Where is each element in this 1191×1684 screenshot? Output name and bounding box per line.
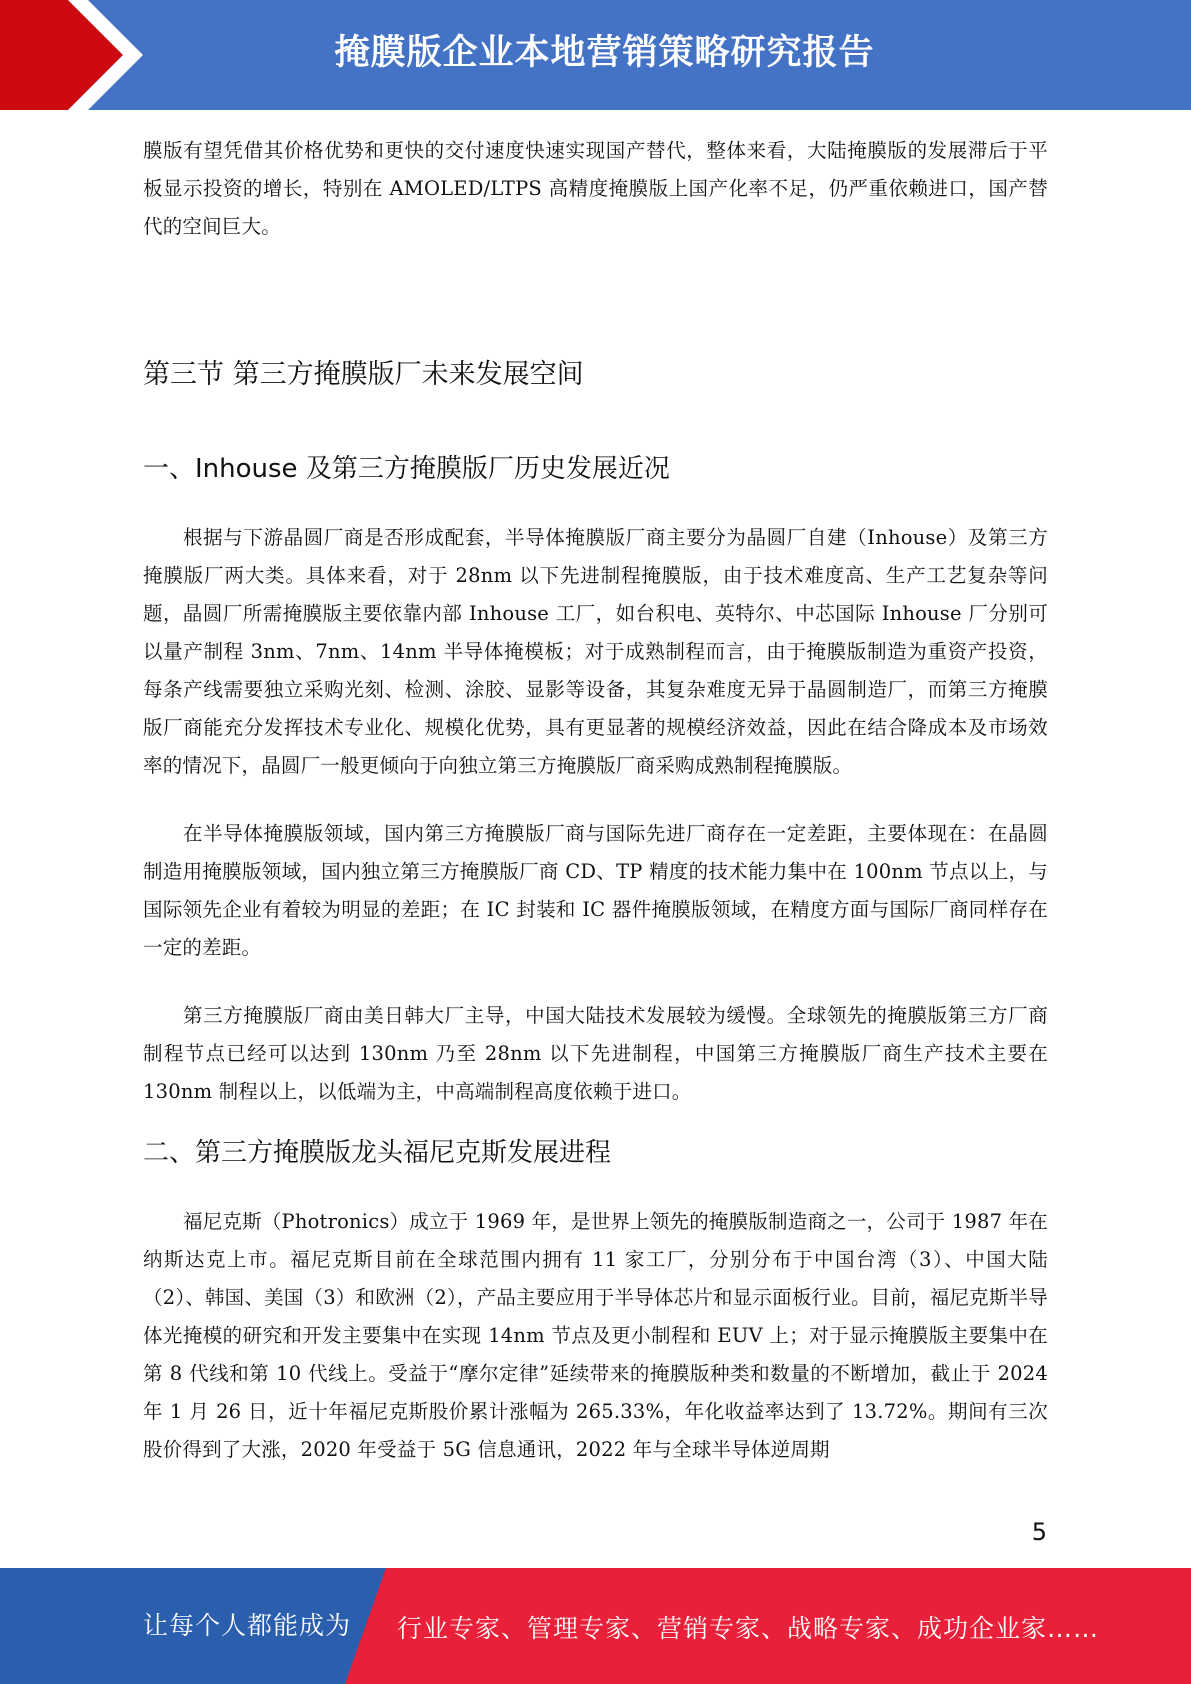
header-banner bbox=[0, 0, 1191, 110]
section-title: 第三节 第三方掩膜版厂未来发展空间 bbox=[143, 359, 584, 390]
intro-paragraph: 膜版有望凭借其价格优势和更快的交付速度快速实现国产替代，整体来看，大陆掩膜版的发展滞后于平板显示投资的增长，特别在 AMOLED/LTPS 高精度掩膜版上国产化率不足，仍严重依赖进口，国产替代的空间巨大。 bbox=[143, 139, 1048, 238]
subsection-title-1: 一、Inhouse 及第三方掩膜版厂历史发展近况 bbox=[143, 454, 670, 484]
document-body bbox=[143, 132, 1048, 1469]
footer-slogan-right: 行业专家、管理专家、营销专家、战略专家、成功企业家…… bbox=[397, 1614, 1100, 1643]
footer-slogan-left: 让每个人都能成为 bbox=[143, 1611, 352, 1640]
report-title: 掩膜版企业本地营销策略研究报告 bbox=[334, 33, 875, 73]
paragraph-1: 根据与下游晶圆厂商是否形成配套，半导体掩膜版厂商主要分为晶圆厂自建（Inhouse）及第三方掩膜版厂两大类。具体来看，对于 28nm 以下先进制程掩膜版，由于技术难度高、生产工艺复杂等问题，晶圆厂所需掩膜版主要依靠内部 Inhouse 工厂，如台积电、英特尔、中芯国际 Inhouse 厂分别可以量产制程 3nm、7nm、14nm 半导体掩模板；对于成熟制程而言，由于掩膜版制造为重资产投资，每条产线需要独立采购光刻、检测、涂胶、显影等设备，其复杂难度无异于晶圆制造厂，而第三方掩膜版厂商能充分发挥技术专业化、规模化优势，具有更显著的规模经济效益，因此在结合降成本及市场效率的情况下，晶圆厂一般更倾向于向独立第三方掩膜版厂商采购成熟制程掩膜版。 bbox=[143, 526, 1048, 777]
paragraph-2: 在半导体掩膜版领域，国内第三方掩膜版厂商与国际先进厂商存在一定差距，主要体现在：在晶圆制造用掩膜版领域，国内独立第三方掩膜版厂商 CD、TP 精度的技术能力集中在 100nm 节点以上，与国际领先企业有着较为明显的差距；在 IC 封装和 IC 器件掩膜版领域，在精度方面与国际厂商同样存在一定的差距。 bbox=[143, 822, 1048, 959]
footer-banner bbox=[0, 1568, 1191, 1684]
page-number: 5 bbox=[1031, 1518, 1047, 1546]
subsection-title-2: 二、第三方掩膜版龙头福尼克斯发展进程 bbox=[143, 1138, 612, 1168]
paragraph-4: 福尼克斯（Photronics）成立于 1969 年，是世界上领先的掩膜版制造商之一，公司于 1987 年在纳斯达克上市。福尼克斯目前在全球范围内拥有 11 家工厂，分别分布于中国台湾（3）、中国大陆（2）、韩国、美国（3）和欧洲（2），产品主要应用于半导体芯片和显示面板行业。目前，福尼克斯半导体光掩模的研究和开发主要集中在实现 14nm 节点及更小制程和 EUV 上；对于显示掩膜版主要集中在第 8 代线和第 10 代线上。受益于“摩尔定律”延续带来的掩膜版种类和数量的不断增加，截止于 2024 年 1 月 26 日，近十年福尼克斯股价累计涨幅为 265.33%，年化收益率达到了 13.72%。期间有三次股价得到了大涨，2020 年受益于 5G 信息通讯，2022 年与全球半导体逆周期 bbox=[143, 1210, 1048, 1461]
paragraph-3: 第三方掩膜版厂商由美日韩大厂主导，中国大陆技术发展较为缓慢。全球领先的掩膜版第三方厂商制程节点已经可以达到 130nm 乃至 28nm 以下先进制程，中国第三方掩膜版厂商生产技术主要在 130nm 制程以上，以低端为主，中高端制程高度依赖于进口。 bbox=[143, 1004, 1048, 1103]
